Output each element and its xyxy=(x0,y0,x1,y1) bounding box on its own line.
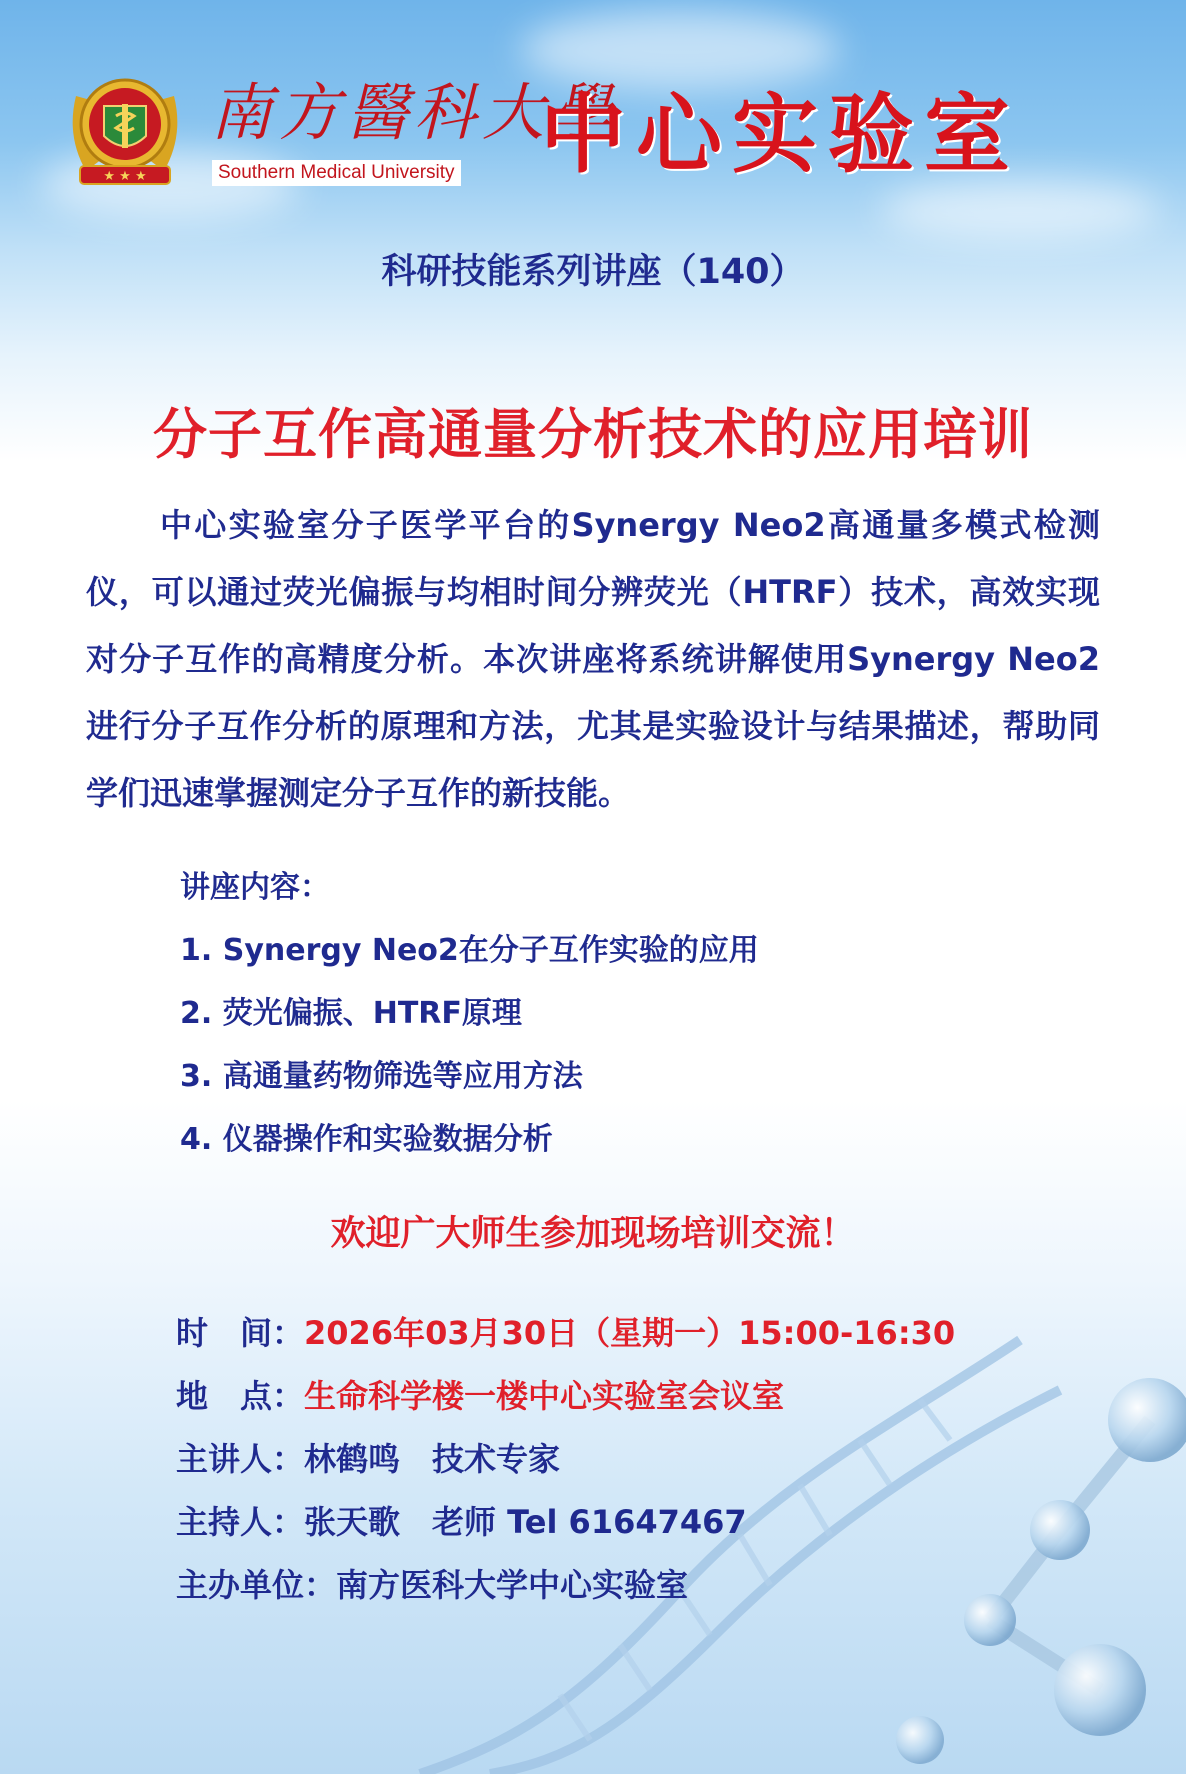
lecture-content xyxy=(180,856,759,1171)
place-value: 生命科学楼一楼中心实验室会议室 xyxy=(304,1377,785,1415)
info-row-host xyxy=(176,1491,955,1554)
organizer-value: 南方医科大学中心实验室 xyxy=(336,1566,689,1604)
intro-paragraph: 中心实验室分子医学平台的Synergy Neo2高通量多模式检测仪，可以通过荧光偏振与均相时间分辨荧光（HTRF）技术，高效实现对分子互作的高精度分析。本次讲座将系统讲解使用Synergy Neo2进行分子互作分析的原理和方法，尤其是实验设计与结果描述，帮助同学们迅速掌握测定分子互作的新技能。 xyxy=(86,506,1100,812)
info-row-time xyxy=(176,1302,955,1365)
welcome-message: 欢迎广大师生参加现场培训交流！ xyxy=(330,1214,856,1254)
university-name-en: Southern Medical University xyxy=(212,160,461,186)
svg-text:★ ★ ★: ★ ★ ★ xyxy=(103,169,147,184)
info-row-speaker xyxy=(176,1428,955,1491)
poster-header xyxy=(0,0,1186,230)
host-value: 张天歌 老师 Tel 61647467 xyxy=(304,1503,747,1541)
content-heading: 讲座内容： xyxy=(180,870,330,905)
time-value: 2026年03月30日（星期一）15:00-16:30 xyxy=(304,1314,956,1352)
university-emblem-icon xyxy=(66,66,184,198)
content-item: 4. 仪器操作和实验数据分析 xyxy=(180,1122,553,1157)
host-label: 主持人： xyxy=(176,1503,305,1541)
organizer-label: 主办单位： xyxy=(176,1566,337,1604)
speaker-label: 主讲人： xyxy=(176,1440,305,1478)
content-item: 3. 高通量药物筛选等应用方法 xyxy=(180,1059,583,1094)
department-title: 中心实验室 xyxy=(540,85,1020,185)
university-name-cn: 南方醫科大學 xyxy=(210,76,619,149)
info-row-place xyxy=(176,1365,955,1428)
series-title: 科研技能系列讲座（140） xyxy=(381,252,805,292)
content-item: 1. Synergy Neo2在分子互作实验的应用 xyxy=(180,933,759,968)
place-label: 地 点： xyxy=(176,1377,305,1415)
content-item: 2. 荧光偏振、HTRF原理 xyxy=(180,996,522,1031)
event-info xyxy=(176,1302,955,1617)
speaker-value: 林鹤鸣 技术专家 xyxy=(304,1440,561,1478)
info-row-organizer xyxy=(176,1554,955,1617)
main-title: 分子互作高通量分析技术的应用培训 xyxy=(153,403,1033,466)
time-label: 时 间： xyxy=(176,1314,305,1352)
